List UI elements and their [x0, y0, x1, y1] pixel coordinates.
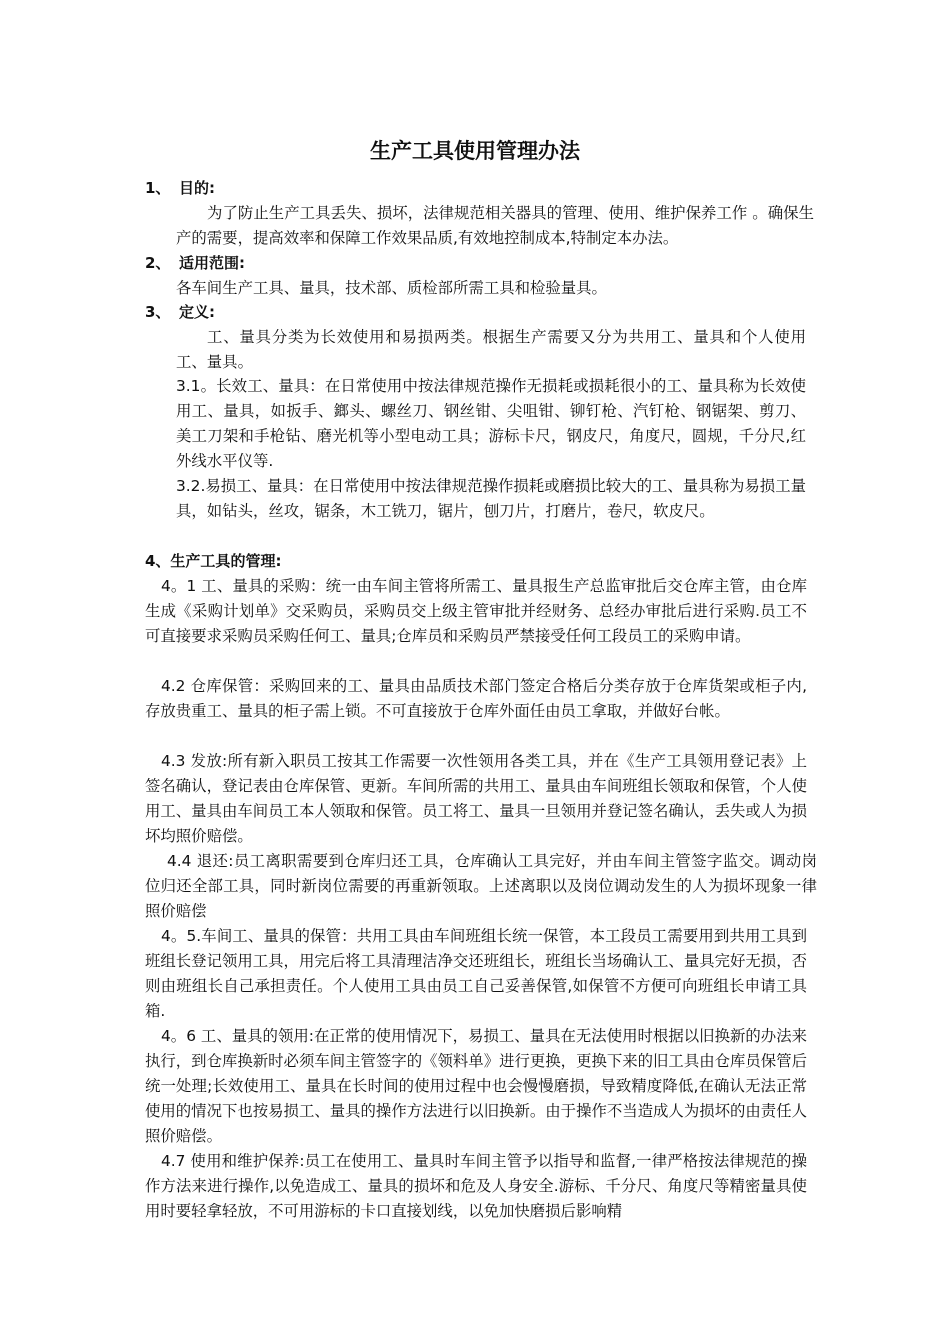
section-title: 目的:	[179, 179, 215, 197]
clause-4-4-paragraph: 4.4 退还:员工离职需要到仓库归还工具，仓库确认工具完好，并由车间主管签字监交。调动岗位归还全部工具，同时新岗位需要的再重新领取。上述离职以及岗位调动发生的人为损坏现象一律照价赔偿	[145, 852, 817, 920]
section-title: 4、生产工具的管理:	[145, 552, 282, 570]
definition-paragraph: 工、量具分类为长效使用和易损两类。根据生产需要又分为共用工、量具和个人使用工、量具。	[176, 328, 806, 371]
clause-4-5-paragraph: 4。5.车间工、量具的保管：共用工具由车间班组长统一保管，本工段员工需要用到共用工具到班组长登记领用工具，用完后将工具清理洁净交还班组长，班组长当场确认工、量具完好无损，否则由班组长自己承担责任。个人使用工具由员工自己妥善保管,如保管不方便可向班组长申请工具箱.	[145, 927, 807, 1020]
clause-4-7-paragraph: 4.7 使用和维护保养:员工在使用工、量具时车间主管予以指导和监督,一律严格按法律规范的操作方法来进行操作,以免造成工、量具的损坏和危及人身安全.游标、千分尺、角度尺等精密量具使用时要轻拿轻放，不可用游标的卡口直接划线，以免加快磨损后影响精	[145, 1152, 807, 1220]
section-number: 2、	[145, 254, 171, 272]
section-title: 适用范围:	[179, 254, 245, 272]
definition-3-1-paragraph: 3.1。长效工、量具：在日常使用中按法律规范操作无损耗或损耗很小的工、量具称为长效使用工、量具，如扳手、鎯头、螺丝刀、钢丝钳、尖咀钳、铆钉枪、汽钉枪、钢锯架、剪刀、美工刀架和手枪钻、磨光机等小型电动工具；游标卡尺，钢皮尺，角度尺，圆规，千分尺,红外线水平仪等.	[176, 377, 806, 470]
clause-4-3-paragraph: 4.3 发放:所有新入职员工按其工作需要一次性领用各类工具，并在《生产工具领用登记表》上签名确认，登记表由仓库保管、更新。车间所需的共用工、量具由车间班组长领取和保管，个人使用工、量具由车间员工本人领取和保管。员工将工、量具一旦领用并登记签名确认，丢失或人为损坏均照价赔偿。	[145, 752, 807, 845]
clause-4-1-paragraph: 4。1 工、量具的采购：统一由车间主管将所需工、量具报生产总监审批后交仓库主管，由仓库生成《采购计划单》交采购员，采购员交上级主管审批并经财务、总经办审批后进行采购.员工不可直接要求采购员采购任何工、量具;仓库员和采购员严禁接受任何工段员工的采购申请。	[145, 577, 807, 645]
section-2-heading	[145, 251, 245, 275]
clause-4-2-paragraph: 4.2 仓库保管：采购回来的工、量具由品质技术部门签定合格后分类存放于仓库货架或柜子内,存放贵重工、量具的柜子需上锁。不可直接放于仓库外面任由员工拿取，并做好台帐。	[145, 677, 807, 720]
section-4-heading	[145, 549, 281, 573]
definition-3-2-paragraph: 3.2.易损工、量具：在日常使用中按法律规范操作损耗或磨损比较大的工、量具称为易损工量具，如钻头，丝攻，锯条，木工铣刀，锯片，刨刀片，打磨片，卷尺，软皮尺。	[176, 477, 806, 520]
clause-4-6-paragraph: 4。6 工、量具的领用:在正常的使用情况下，易损工、量具在无法使用时根据以旧换新的办法来执行，到仓库换新时必须车间主管签字的《领料单》进行更换，更换下来的旧工具由仓库员保管后统一处理;长效使用工、量具在长时间的使用过程中也会慢慢磨损，导致精度降低,在确认无法正常使用的情况下也按易损工、量具的操作方法进行以旧换新。由于操作不当造成人为损坏的由责任人照价赔偿。	[145, 1027, 807, 1145]
section-3-heading	[145, 300, 215, 324]
document-title: 生产工具使用管理办法	[370, 139, 580, 163]
section-1-heading	[145, 176, 215, 200]
section-number: 3、	[145, 303, 171, 321]
section-1-paragraph: 为了防止生产工具丢失、损坏，法律规范相关器具的管理、使用、维护保养工作 。确保生产的需要，提高效率和保障工作效果品质,有效地控制成本,特制定本办法。	[176, 204, 814, 247]
section-title: 定义:	[179, 303, 215, 321]
section-number: 1、	[145, 179, 171, 197]
section-2-paragraph: 各车间生产工具、量具，技术部、质检部所需工具和检验量具。	[176, 279, 607, 297]
